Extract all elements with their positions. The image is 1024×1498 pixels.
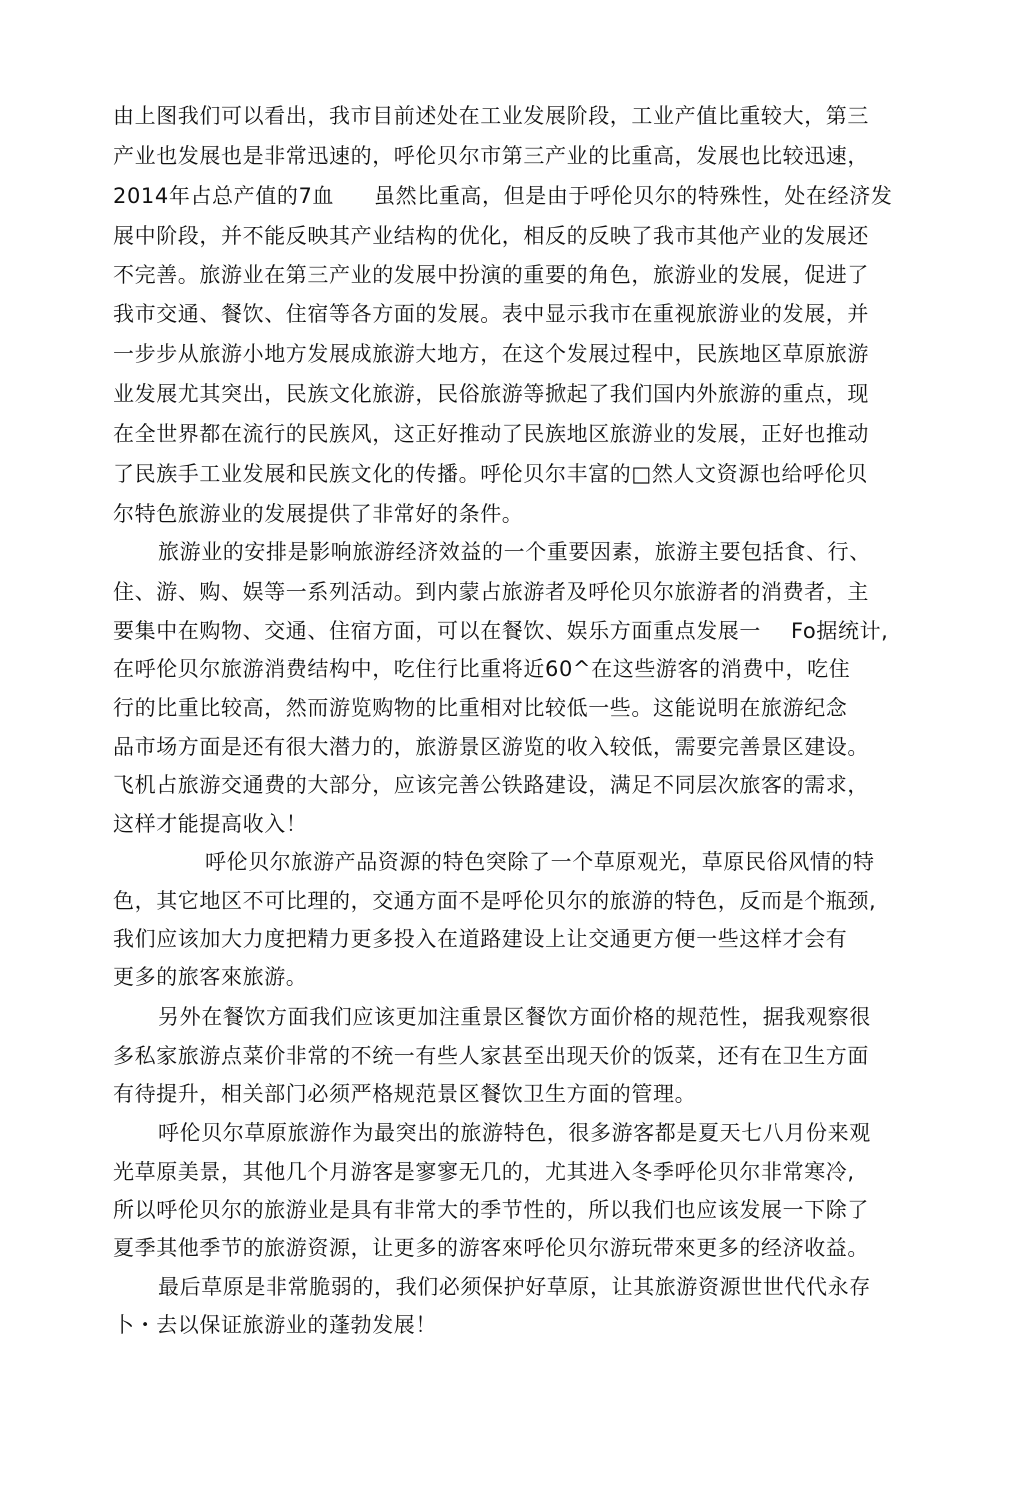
paragraph-line: 多私家旅游点菜价非常的不统一有些人家甚至出现天价的饭菜，还有在卫生方面 (113, 1044, 869, 1068)
paragraph-line: 色，其它地区不可比理的，交通方面不是呼伦贝尔的旅游的特色，反而是个瓶颈, (113, 889, 877, 913)
paragraph-line: 在全世界都在流行的民族风，这正好推动了民族地区旅游业的发展，正好也推动 (113, 422, 869, 446)
line-segment: 虽然比重高，但是由于呼伦贝尔的特殊性，处在经济发 (374, 184, 893, 208)
paragraph-line: 更多的旅客來旅游。 (113, 965, 308, 989)
paragraph-line: 由上图我们可以看出，我市目前述处在工业发展阶段，工业产值比重较大，第三 (113, 104, 869, 128)
paragraph-line: 业发展尤其突出，民族文化旅游，民俗旅游等掀起了我们国内外旅游的重点，现 (113, 382, 869, 406)
paragraph-line: 我们应该加大力度把精力更多投入在道路建设上让交通更方便一些这样才会有 (113, 927, 848, 951)
paragraph-line: 最后草原是非常脆弱的，我们必须保护好草原，让其旅游资源世世代代永存 (158, 1275, 871, 1299)
paragraph-line (113, 181, 892, 211)
paragraph-line: 有待提升，相关部门必须严格规范景区餐饮卫生方面的管理。 (113, 1082, 697, 1106)
paragraph-line: 行的比重比较高，然而游览购物的比重相对比较低一些。这能说明在旅游纪念 (113, 696, 848, 720)
paragraph-line: 夏季其他季节的旅游资源，让更多的游客來呼伦贝尔游玩带來更多的经济收益。 (113, 1236, 869, 1260)
paragraph-line: 呼伦贝尔旅游产品资源的特色突除了一个草原观光，草原民俗风情的特 (205, 850, 875, 874)
paragraph-line: 住、游、购、娱等一系列活动。到内蒙占旅游者及呼伦贝尔旅游者的消费者，主 (113, 580, 869, 604)
paragraph-line: 一步步从旅游小地方发展成旅游大地方，在这个发展过程中，民族地区草原旅游 (113, 342, 869, 366)
paragraph-line: 呼伦贝尔草原旅游作为最突出的旅游特色，很多游客都是夏天七八月份来观 (158, 1121, 871, 1145)
line-segment: Fo据统计, (791, 619, 889, 643)
paragraph-line: 在呼伦贝尔旅游消费结构中，吃住行比重将近60^在这些游客的消费中，吃住 (113, 657, 851, 681)
paragraph-line: 产业也发展也是非常迅速的，呼伦贝尔市第三产业的比重高，发展也比较迅速， (113, 144, 869, 168)
paragraph-line: 所以呼伦贝尔的旅游业是具有非常大的季节性的，所以我们也应该发展一下除了 (113, 1198, 869, 1222)
paragraph-line: 卜・去以保证旅游业的蓬勃发展！ (113, 1313, 437, 1337)
paragraph-line: 另外在餐饮方面我们应该更加注重景区餐饮方面价格的规范性，据我观察很 (158, 1005, 871, 1029)
line-segment: 要集中在购物、交通、住宿方面，可以在餐饮、娱乐方面重点发展一 (113, 619, 761, 643)
paragraph-line: 展中阶段，并不能反映其产业结构的优化，相反的反映了我市其他产业的发展还 (113, 224, 869, 248)
paragraph-line: 旅游业的安排是影响旅游经济效益的一个重要因素，旅游主要包括食、行、 (158, 540, 871, 564)
paragraph-line: 品市场方面是还有很大潜力的，旅游景区游览的收入较低，需要完善景区建设。 (113, 735, 869, 759)
paragraph-line: 不完善。旅游业在第三产业的发展中扮演的重要的角色，旅游业的发展，促进了 (113, 263, 869, 287)
paragraph-line: 这样才能提高收入！ (113, 812, 308, 836)
paragraph-line: 飞机占旅游交通费的大部分，应该完善公铁路建设，满足不同层次旅客的需求， (113, 773, 869, 797)
paragraph-line: 尔特色旅游业的发展提供了非常好的条件。 (113, 502, 524, 526)
paragraph-line: 我市交通、餐饮、住宿等各方面的发展。表中显示我市在重视旅游业的发展，并 (113, 302, 869, 326)
paragraph-line: 光草原美景，其他几个月游客是寥寥无几的，尤其进入冬季呼伦贝尔非常寒冷, (113, 1160, 855, 1184)
line-segment: 2014年占总产值的7血 (113, 184, 335, 208)
paragraph-line: 了民族手工业发展和民族文化的传播。呼伦贝尔丰富的□然人文资源也给呼伦贝 (113, 462, 868, 486)
paragraph-line (113, 616, 888, 646)
